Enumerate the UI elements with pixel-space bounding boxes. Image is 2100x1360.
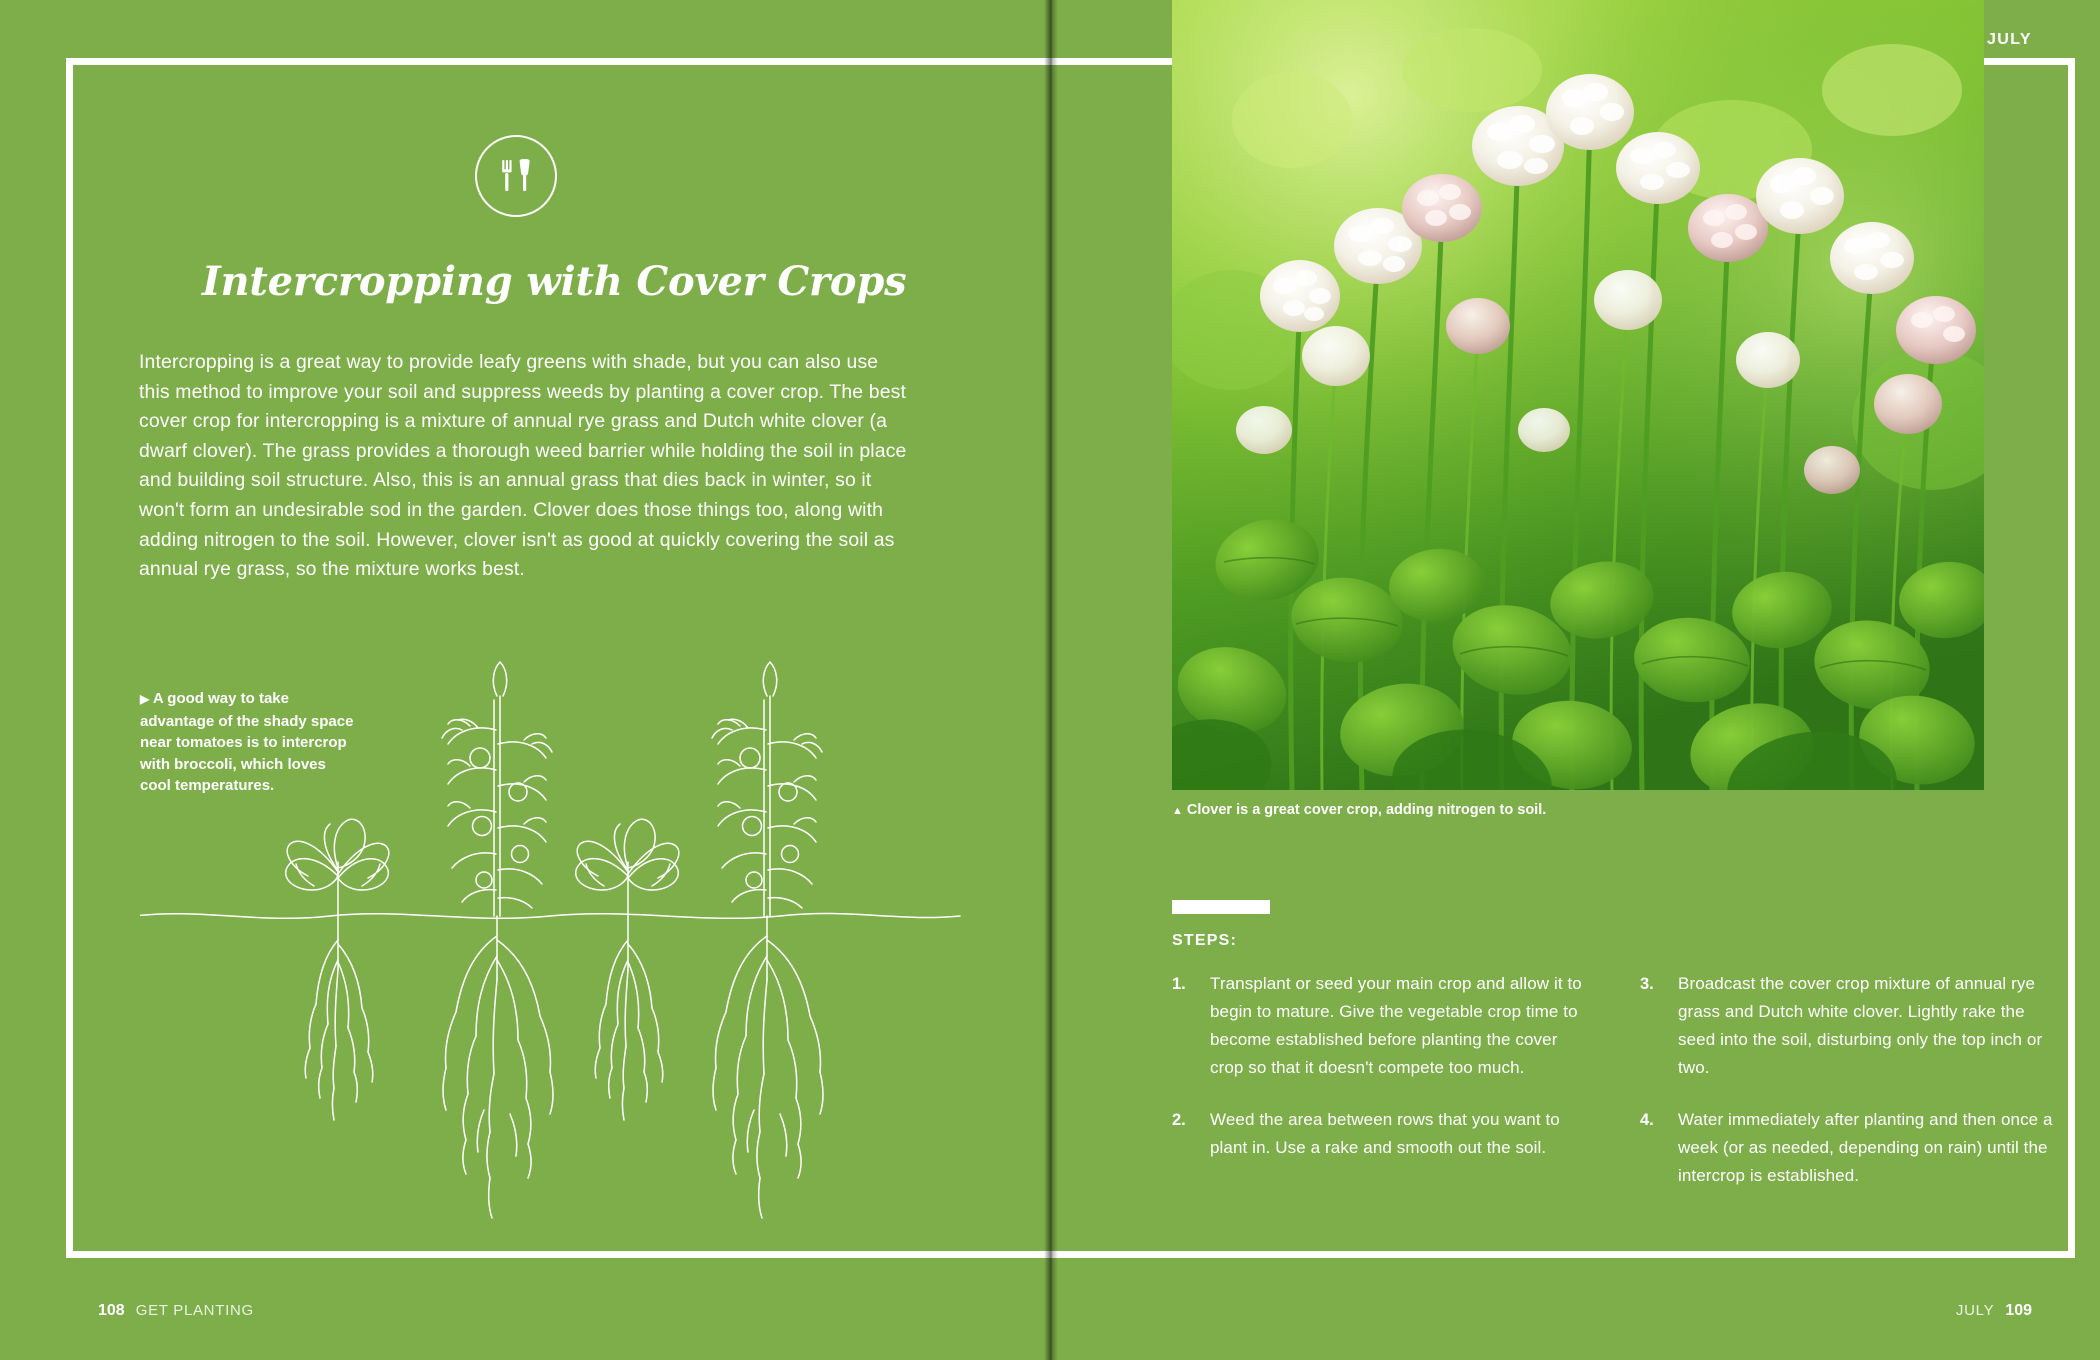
list-item bbox=[1172, 1106, 1592, 1162]
step-text: Broadcast the cover crop mixture of annual rye grass and Dutch white clover. Lightly rake the seed into the soil, disturbing only the top inch or two. bbox=[1678, 974, 2043, 1077]
list-item bbox=[1640, 970, 2060, 1082]
folio-left bbox=[98, 1302, 254, 1320]
section-name: JULY bbox=[1955, 1302, 1995, 1319]
white-clover-field-photo bbox=[1172, 0, 1984, 790]
section-name: GET PLANTING bbox=[135, 1302, 254, 1319]
photo-caption bbox=[1172, 802, 1992, 818]
steps-divider bbox=[1172, 900, 1270, 914]
tomato-and-broccoli-root-diagram bbox=[140, 640, 970, 1270]
caption-triangle-icon: ▲ bbox=[1172, 805, 1183, 817]
right-page bbox=[1050, 0, 2100, 1360]
steps-column-1 bbox=[1172, 970, 1592, 1214]
folio-right bbox=[1956, 1302, 2032, 1320]
step-number: 1. bbox=[1172, 975, 1186, 993]
step-text: Transplant or seed your main crop and allow it to begin to mature. Give the vegetable crop time to become established before planting the cover crop so that it doesn't compete too much. bbox=[1210, 974, 1582, 1077]
step-number: 4. bbox=[1640, 1111, 1654, 1129]
page-number: 109 bbox=[2005, 1302, 2032, 1319]
caption-arrow-icon: ▶ bbox=[140, 692, 150, 706]
list-item bbox=[1172, 970, 1592, 1082]
page-number: 108 bbox=[98, 1302, 125, 1319]
running-head: JULY bbox=[1986, 31, 2032, 48]
step-number: 3. bbox=[1640, 975, 1654, 993]
list-item bbox=[1640, 1106, 2060, 1190]
illustration-caption-text: A good way to take advantage of the shady space near tomatoes is to intercrop with broccoli, which loves cool temperatures. bbox=[140, 690, 354, 794]
steps-column-2 bbox=[1640, 970, 2060, 1214]
steps-heading: STEPS: bbox=[1172, 932, 1237, 949]
step-text: Water immediately after planting and then once a week (or as needed, depending on rain) until the intercrop is established. bbox=[1678, 1110, 2053, 1185]
step-text: Weed the area between rows that you want to plant in. Use a rake and smooth out the soil. bbox=[1210, 1110, 1560, 1157]
step-number: 2. bbox=[1172, 1111, 1186, 1129]
garden-tools-circle-icon bbox=[475, 135, 557, 217]
body-paragraph: Intercropping is a great way to provide leafy greens with shade, but you can also use this method to improve your soil and suppress weeds by planting a cover crop. The best cover crop for intercropping is a mixture of annual rye grass and Dutch white clover (a dwarf clover). The grass provides a thorough weed barrier while holding the soil in place and building soil structure. Also, this is an annual grass that dies back in winter, so it won't form an undesirable sod in the garden. Clover does those things too, along with adding nitrogen to the soil. However, clover isn't as good at quickly covering the soil as annual rye grass, so the mixture works best. bbox=[139, 351, 907, 581]
page-title: Intercropping with Cover Crops bbox=[202, 258, 907, 305]
photo-caption-text: Clover is a great cover crop, adding nitrogen to soil. bbox=[1186, 802, 1547, 818]
steps-list bbox=[1172, 970, 2062, 1214]
